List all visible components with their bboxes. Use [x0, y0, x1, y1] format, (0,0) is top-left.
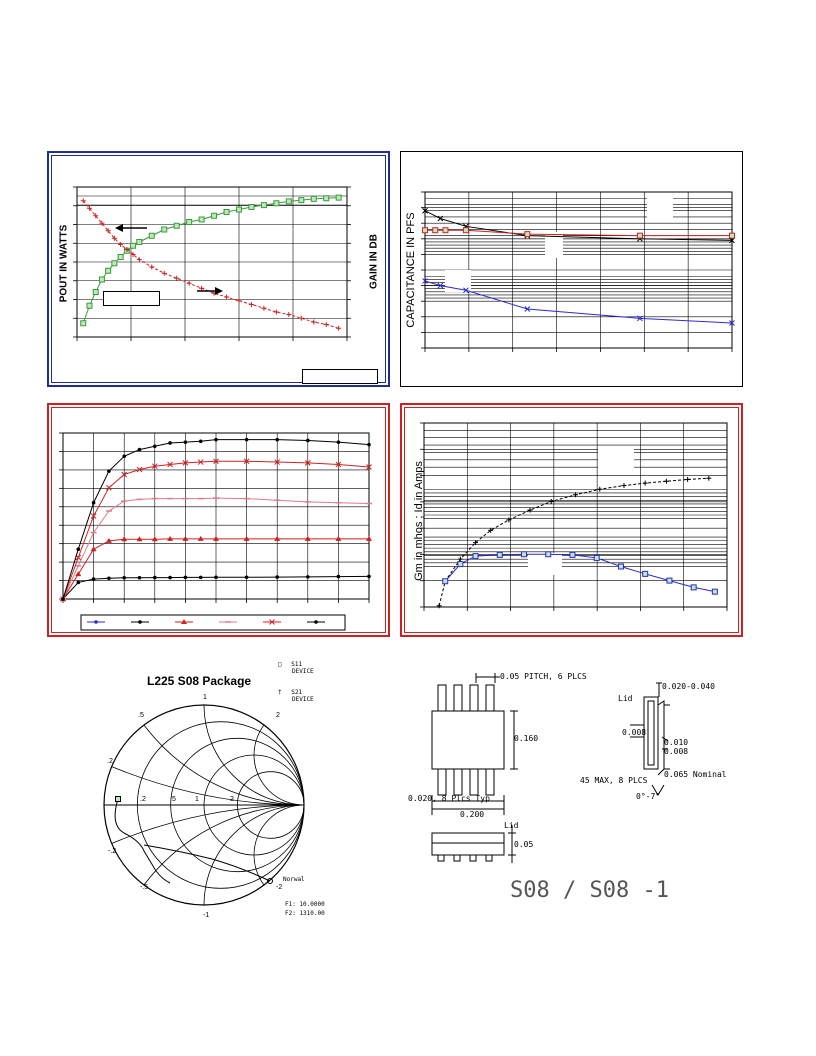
smith-f2: F2: 1310.00: [285, 910, 325, 917]
iv-s0-data-point: [92, 577, 96, 581]
gm-s0-data-point: [706, 476, 711, 481]
iv-s0-data-point: [138, 576, 142, 580]
iv-chart-panel: [47, 403, 390, 637]
body-width-label: 0.160: [514, 734, 539, 743]
iv-s4-data-point: [61, 597, 65, 601]
legend-s11-device: DEVICE: [292, 668, 314, 675]
side-lead-label: Lid: [504, 821, 519, 830]
capacitance-chart-svg: [401, 152, 742, 386]
pout-data-point: [87, 303, 92, 308]
iv-s4-data-point: [306, 439, 310, 443]
pout-data-point: [237, 207, 242, 212]
package-side-view: [432, 825, 516, 863]
gm-s1-data-point: [691, 585, 696, 590]
smith-scale-label: 1: [203, 694, 207, 701]
side-height-label: 0.05: [514, 840, 534, 849]
part-name: S08 / S08 -1: [510, 878, 669, 903]
pout-data-point: [249, 205, 254, 210]
iv-s1-data-point: [121, 536, 127, 541]
package-drawing-svg: [400, 665, 745, 915]
smith-scale-label: -2: [276, 884, 283, 891]
gm-legend-blank: [598, 447, 634, 469]
pout-data-point: [187, 220, 192, 225]
legend-s11-name: S11: [291, 661, 303, 668]
s11-start-marker: [116, 797, 121, 802]
iv-s0-data-point: [214, 575, 218, 579]
pitch-note: 0.05 PITCH, 6 PLCS: [500, 672, 587, 681]
pout-data-point: [137, 240, 142, 245]
pout-chart-svg: [49, 153, 388, 385]
chamfer-label: 45 MAX, 8 PLCS: [580, 776, 648, 785]
smith-scale-label: -.2: [108, 848, 117, 855]
smith-scale-label: -1: [203, 912, 210, 919]
gain-data-point: [336, 326, 341, 331]
smith-scale-label: .5: [170, 796, 176, 803]
gm-chart-panel: [400, 403, 743, 637]
pout-data-point: [212, 213, 217, 218]
smith-reactance-arc: [254, 705, 340, 805]
iv-s1-data-point: [167, 536, 173, 541]
smith-scale-label: .5: [138, 712, 144, 719]
cap-s1-data-point: [525, 232, 530, 237]
gm-s1-data-point: [546, 552, 551, 557]
gain-data-point: [261, 306, 266, 311]
pout-data-point: [274, 201, 279, 206]
s11-trace: [115, 799, 170, 883]
smith-f1: F1: 10.0000: [285, 901, 325, 908]
pout-data-point: [224, 210, 229, 215]
gain-data-point: [311, 320, 316, 325]
body-length-label: 0.200: [460, 810, 485, 819]
gain-data-point: [274, 310, 279, 315]
iv-s4-data-point: [184, 440, 188, 444]
end-lid-label: Lid: [618, 694, 633, 703]
iv-chart-svg: [49, 405, 388, 635]
iv-s0-data-point: [122, 576, 126, 580]
gm-s1-data-point: [497, 552, 502, 557]
lead-width-label: 0.020, 8 Plcs Typ: [408, 794, 490, 803]
pout-data-point: [93, 290, 98, 295]
pout-data-point: [112, 261, 117, 266]
smith-scale-label: -.5: [140, 884, 149, 891]
dim-b-label: 0.008: [622, 728, 647, 737]
iv-s4-data-point: [107, 469, 111, 473]
smith-chart-panel: [100, 655, 340, 935]
legend-s21: [278, 689, 314, 703]
gm-s1-data-point: [643, 571, 648, 576]
iv-legend-marker: [314, 620, 318, 624]
iv-s0-data-point: [275, 575, 279, 579]
iv-legend-marker: [138, 620, 142, 624]
iv-s0-data-point: [77, 581, 81, 585]
iv-s0-data-point: [337, 575, 341, 579]
smith-reactance-arc: [204, 655, 340, 805]
legend-s11-symbol: □: [278, 661, 282, 668]
gain-data-point: [187, 281, 192, 286]
pout-data-point: [162, 227, 167, 232]
gm-s0-data-point: [458, 557, 463, 562]
iv-s4-data-point: [153, 444, 157, 448]
iv-s0-data-point: [107, 576, 111, 580]
iv-legend-marker: [94, 620, 98, 624]
gm-s0-data-point: [664, 479, 669, 484]
gain-series-line: [83, 201, 338, 329]
pout-data-point: [174, 223, 179, 228]
dim-a-label: 0.020-0.040: [662, 682, 715, 691]
iv-s4-data-point: [199, 440, 203, 444]
legend-s11: [278, 661, 314, 675]
smith-scale-label: .2: [140, 796, 146, 803]
gm-s0-data-point: [643, 481, 648, 486]
iv-s0-data-point: [199, 576, 203, 580]
pout-data-point: [311, 196, 316, 201]
gain-data-point: [162, 271, 167, 276]
cap-s1-data-point: [433, 228, 438, 233]
cap-s1-data-point: [443, 228, 448, 233]
dim-d-label: 0.008: [664, 747, 689, 756]
iv-s0-data-point: [184, 576, 188, 580]
legend-s21-device: DEVICE: [292, 696, 314, 703]
gm-s1-data-point: [570, 552, 575, 557]
cap-s1-series-line: [425, 230, 732, 235]
iv-s4-data-point: [337, 440, 341, 444]
gain-data-point: [137, 257, 142, 262]
gm-s0-data-point: [437, 603, 442, 608]
cap-s1-data-point: [730, 233, 735, 238]
package-drawing-panel: [400, 665, 745, 915]
gain-data-point: [286, 312, 291, 317]
pout-data-point: [324, 196, 329, 201]
iv-s4-data-point: [214, 438, 218, 442]
gain-data-point: [299, 316, 304, 321]
gm-s0-data-point: [685, 477, 690, 482]
cap-legend-blank: [647, 198, 673, 220]
gm-s1-data-point: [443, 579, 448, 584]
pout-data-point: [118, 255, 123, 260]
pout-data-point: [131, 243, 136, 248]
iv-s4-data-point: [168, 441, 172, 445]
iv-s3-data-point: [106, 485, 111, 490]
iv-s0-data-point: [367, 575, 371, 579]
gain-data-point: [249, 302, 254, 307]
gain-data-point: [224, 295, 229, 300]
arrow-right-icon-head: [215, 287, 223, 295]
gm-chart-svg: [402, 405, 741, 635]
arrow-left-icon-head: [115, 224, 123, 232]
iv-legend-box: [81, 615, 345, 630]
smith-scale-label: 1: [195, 796, 199, 803]
gain-data-point: [199, 286, 204, 291]
gm-s1-data-point: [712, 589, 717, 594]
gm-s0-data-point: [528, 508, 533, 513]
gm-s1-data-point: [473, 554, 478, 559]
smith-reactance-arc: [254, 805, 340, 905]
iv-s4-data-point: [245, 438, 249, 442]
gain-data-point: [324, 322, 329, 327]
pout-data-point: [149, 233, 154, 238]
smith-scale-label: 2: [230, 796, 234, 803]
pout-data-point: [299, 198, 304, 203]
gain-data-point: [149, 265, 154, 270]
iv-s4-data-point: [122, 454, 126, 458]
gain-data-point: [237, 298, 242, 303]
gm-s1-data-point: [521, 552, 526, 557]
iv-s1-data-point: [75, 571, 81, 576]
pout-blank-box: [103, 291, 160, 306]
pout-y-axis-label: POUT IN WATTS: [58, 224, 70, 303]
dim-e-label: 0.065 Nominal: [664, 770, 727, 779]
gain-y-axis-label: GAIN IN DB: [368, 234, 380, 289]
pout-data-point: [336, 195, 341, 200]
iv-s0-data-point: [168, 576, 172, 580]
iv-s0-data-point: [153, 576, 157, 580]
pout-data-point: [81, 321, 86, 326]
legend-s21-symbol: †: [278, 689, 282, 696]
pout-data-point: [106, 268, 111, 273]
pout-data-point: [286, 199, 291, 204]
smith-marker-label: Norwal: [283, 876, 305, 883]
smith-chart-title: L225 S08 Package: [147, 674, 252, 688]
gm-s1-data-point: [458, 562, 463, 567]
legend-s21-name: S21: [291, 689, 303, 696]
pout-chart-panel: [47, 151, 390, 387]
smith-legend: [278, 661, 314, 703]
iv-s0-data-point: [306, 575, 310, 579]
gm-s1-data-point: [618, 564, 623, 569]
gm-legend-blank: [528, 553, 562, 575]
iv-s0-data-point: [245, 575, 249, 579]
capacitance-y-axis-label: CAPACITANCE IN PFS: [405, 212, 417, 328]
smith-scale-label: 2: [276, 712, 280, 719]
gm-s0-data-point: [549, 499, 554, 504]
iv-s4-data-point: [367, 443, 371, 447]
pout-data-point: [99, 277, 104, 282]
pout-legend-box: [302, 369, 378, 384]
iv-s4-data-point: [92, 501, 96, 505]
gm-s1-data-point: [667, 578, 672, 583]
pout-data-point: [261, 203, 266, 208]
gain-data-point: [174, 276, 179, 281]
gm-s0-data-point: [597, 487, 602, 492]
iv-s4-data-point: [138, 448, 142, 452]
smith-scale-label: .2: [107, 758, 113, 765]
iv-s1-data-point: [91, 546, 97, 551]
gm-s1-data-point: [594, 555, 599, 560]
iv-s4-data-point: [275, 438, 279, 442]
cap-s1-data-point: [637, 233, 642, 238]
capacitance-chart-panel: [400, 151, 743, 387]
pout-data-point: [199, 217, 204, 222]
gm-s1-series-line: [445, 554, 715, 591]
iv-s1-data-point: [137, 536, 143, 541]
dim-c-label: 0.010: [664, 738, 689, 747]
iv-s4-data-point: [77, 547, 81, 551]
angle-label: 0°-7°: [636, 792, 661, 801]
gm-s0-series-line: [439, 478, 709, 606]
gm-y-axis-label: Gm in mhos ; Id in Amps: [413, 461, 425, 581]
cap-s1-data-point: [463, 228, 468, 233]
gm-s0-data-point: [621, 483, 626, 488]
cap-s1-data-point: [423, 228, 428, 233]
